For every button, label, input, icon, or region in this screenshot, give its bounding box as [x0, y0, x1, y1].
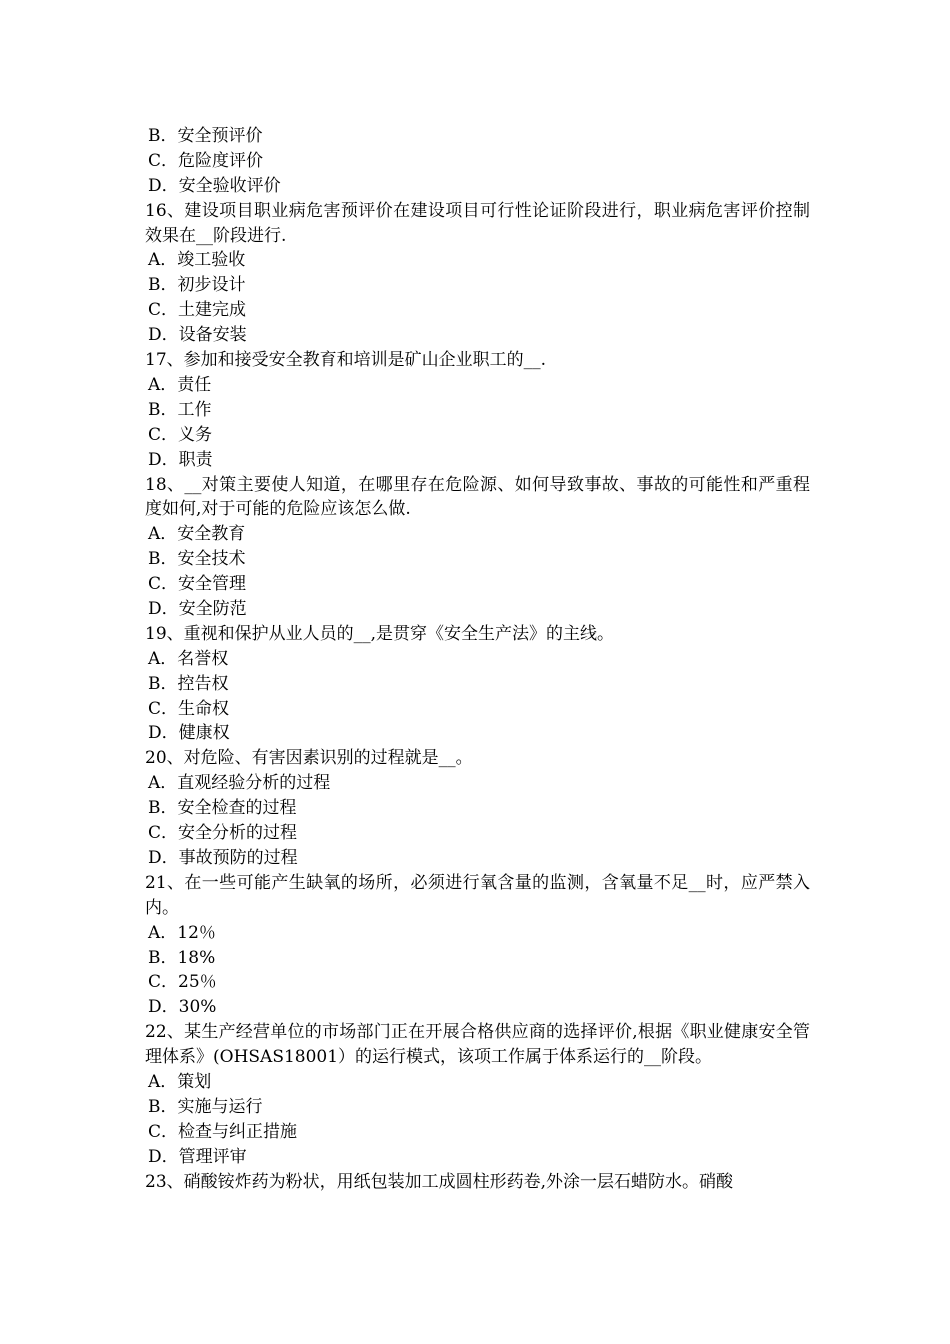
answer-option: A．竣工验收: [148, 250, 246, 271]
answer-option: D．30%: [148, 997, 217, 1018]
question-stem: 17、参加和接受安全教育和培训是矿山企业职工的__.: [145, 350, 547, 371]
answer-option: C．土建完成: [148, 300, 247, 321]
answer-option: B．安全技术: [148, 549, 246, 570]
answer-option: C．安全管理: [148, 574, 247, 595]
answer-option: A．责任: [148, 374, 212, 395]
question-stem: 22、某生产经营单位的市场部门正在开展合格供应商的选择评价,根据《职业健康安全管理体系》(OHSAS18001）的运行模式，该项工作属于体系运行的__阶段。: [145, 1022, 810, 1068]
answer-option: B．初步设计: [148, 275, 246, 296]
answer-option: D．安全防范: [148, 599, 247, 619]
question-stem: 16、建设项目职业病危害预评价在建设项目可行性论证阶段进行，职业病危害评价控制效果在__阶段进行.: [145, 200, 810, 246]
question-stem: 23、硝酸铵炸药为粉状，用纸包装加工成圆柱形药卷,外涂一层石蜡防水。硝酸: [145, 1171, 734, 1192]
answer-option: C．义务: [148, 424, 213, 445]
answer-option: A．安全教育: [148, 524, 246, 545]
answer-option: B．安全检查的过程: [148, 798, 297, 819]
answer-option: B．实施与运行: [148, 1096, 263, 1117]
question-text: [145, 199, 810, 249]
answer-option: C．危险度评价: [148, 150, 264, 171]
question-text: [145, 1170, 810, 1195]
answer-option: C．检查与纠正措施: [148, 1121, 298, 1142]
answer-option: C．安全分析的过程: [148, 823, 298, 844]
question-text: [145, 871, 810, 921]
answer-option: B．控告权: [148, 673, 229, 694]
answer-option: D．管理评审: [148, 1146, 247, 1167]
answer-option: C．生命权: [148, 698, 230, 719]
answer-option: B．工作: [148, 399, 212, 420]
answer-option: A．直观经验分析的过程: [148, 773, 331, 794]
answer-option: B．18%: [148, 947, 216, 968]
document-body: [145, 124, 810, 1194]
answer-option: D．安全验收评价: [148, 175, 281, 196]
answer-option: D．事故预防的过程: [148, 847, 298, 868]
answer-option: A．名誉权: [148, 648, 229, 669]
question-text: [145, 746, 810, 771]
answer-option: B．安全预评价: [148, 126, 263, 146]
question-text: [145, 622, 810, 647]
answer-option: C．25％: [148, 972, 217, 993]
answer-option: D．健康权: [148, 723, 230, 744]
question-text: [145, 1020, 810, 1070]
question-stem: 19、重视和保护从业人员的__,是贯穿《安全生产法》的主线。: [145, 623, 615, 644]
answer-option: D．职责: [148, 449, 213, 470]
answer-option: A．12％: [148, 922, 216, 943]
question-stem: 20、对危险、有害因素识别的过程就是__。: [145, 748, 473, 769]
question-stem: 18、__对策主要使人知道，在哪里存在危险源、如何导致事故、事故的可能性和严重程度如何,对于可能的危险应该怎么做.: [145, 474, 810, 520]
question-text: [145, 473, 810, 523]
answer-option: D．设备安装: [148, 325, 247, 346]
answer-option: A．策划: [148, 1072, 212, 1093]
question-text: [145, 348, 810, 373]
question-stem: 21、在一些可能产生缺氧的场所，必须进行氧含量的监测，含氧量不足__时，应严禁入内。: [145, 872, 810, 918]
